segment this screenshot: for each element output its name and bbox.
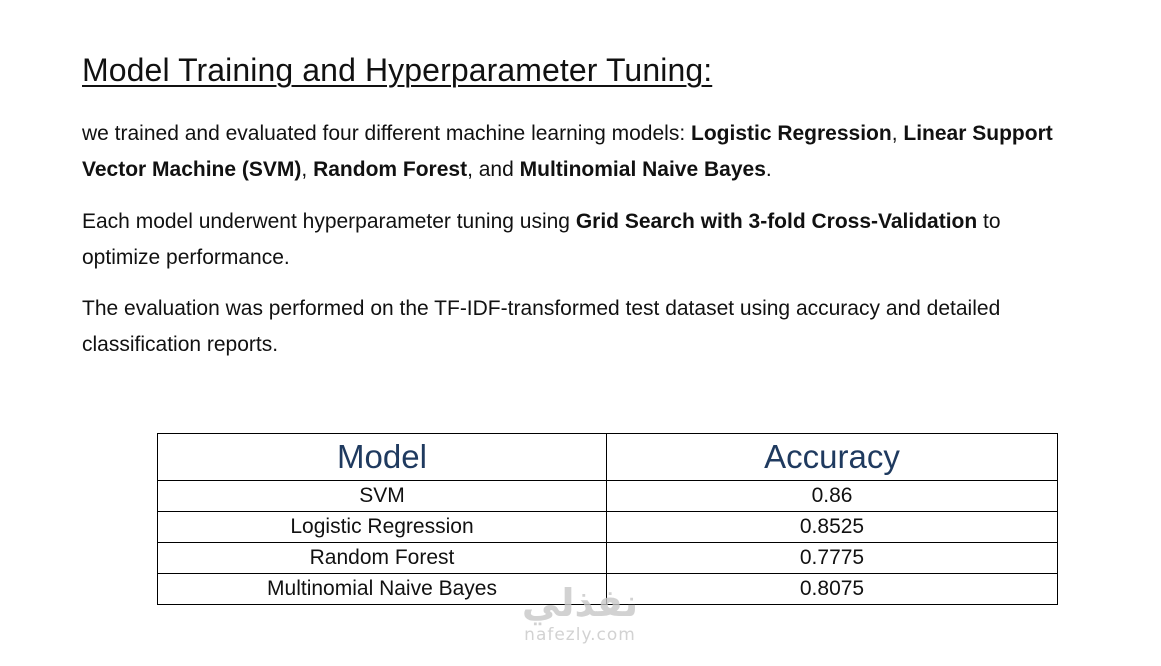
paragraph-models bbox=[82, 116, 1072, 187]
bold-text-run: Grid Search with 3-fold Cross-Validation bbox=[575, 210, 978, 233]
bold-text-run: Multinomial Naive Bayes bbox=[519, 157, 766, 181]
table-row bbox=[158, 574, 1058, 605]
table-row bbox=[158, 512, 1058, 543]
model-name-cell: SVM bbox=[158, 481, 607, 512]
model-name-cell: Multinomial Naive Bayes bbox=[158, 574, 607, 605]
header-accuracy: Accuracy bbox=[607, 434, 1058, 481]
table-header-row bbox=[158, 434, 1058, 481]
text-run: . bbox=[765, 157, 772, 181]
accuracy-cell: 0.7775 bbox=[607, 543, 1058, 574]
text-run: we trained and evaluated four different machine learning models: bbox=[82, 122, 691, 145]
text-run: , bbox=[891, 122, 904, 145]
model-name-cell: Logistic Regression bbox=[158, 512, 607, 543]
watermark-url: nafezly.com bbox=[524, 625, 636, 645]
watermark-arabic: نفذلي bbox=[521, 581, 639, 625]
bold-text-run: Linear Support Vector Machine (SVM) bbox=[82, 122, 1053, 181]
table-row bbox=[158, 543, 1058, 574]
text-run: The evaluation was performed on the TF-IDF-transformed test dataset using accuracy and detailed classification reports. bbox=[82, 297, 1001, 356]
results-table bbox=[157, 433, 1058, 605]
accuracy-cell: 0.8075 bbox=[607, 574, 1058, 605]
model-name-cell: Random Forest bbox=[158, 543, 607, 574]
text-run: Each model underwent hyperparameter tuning using bbox=[82, 210, 576, 233]
paragraph-evaluation bbox=[82, 291, 1072, 362]
paragraph-tuning bbox=[82, 204, 1072, 275]
section-heading: Model Training and Hyperparameter Tuning: bbox=[82, 52, 713, 88]
header-model: Model bbox=[158, 434, 607, 481]
accuracy-cell: 0.8525 bbox=[607, 512, 1058, 543]
table-row bbox=[158, 481, 1058, 512]
text-run: to optimize performance. bbox=[82, 210, 1001, 269]
text-run: , bbox=[301, 157, 314, 181]
bold-text-run: Logistic Regression bbox=[691, 122, 892, 145]
accuracy-cell: 0.86 bbox=[607, 481, 1058, 512]
bold-text-run: Random Forest bbox=[313, 157, 468, 181]
text-run: , and bbox=[467, 157, 520, 181]
